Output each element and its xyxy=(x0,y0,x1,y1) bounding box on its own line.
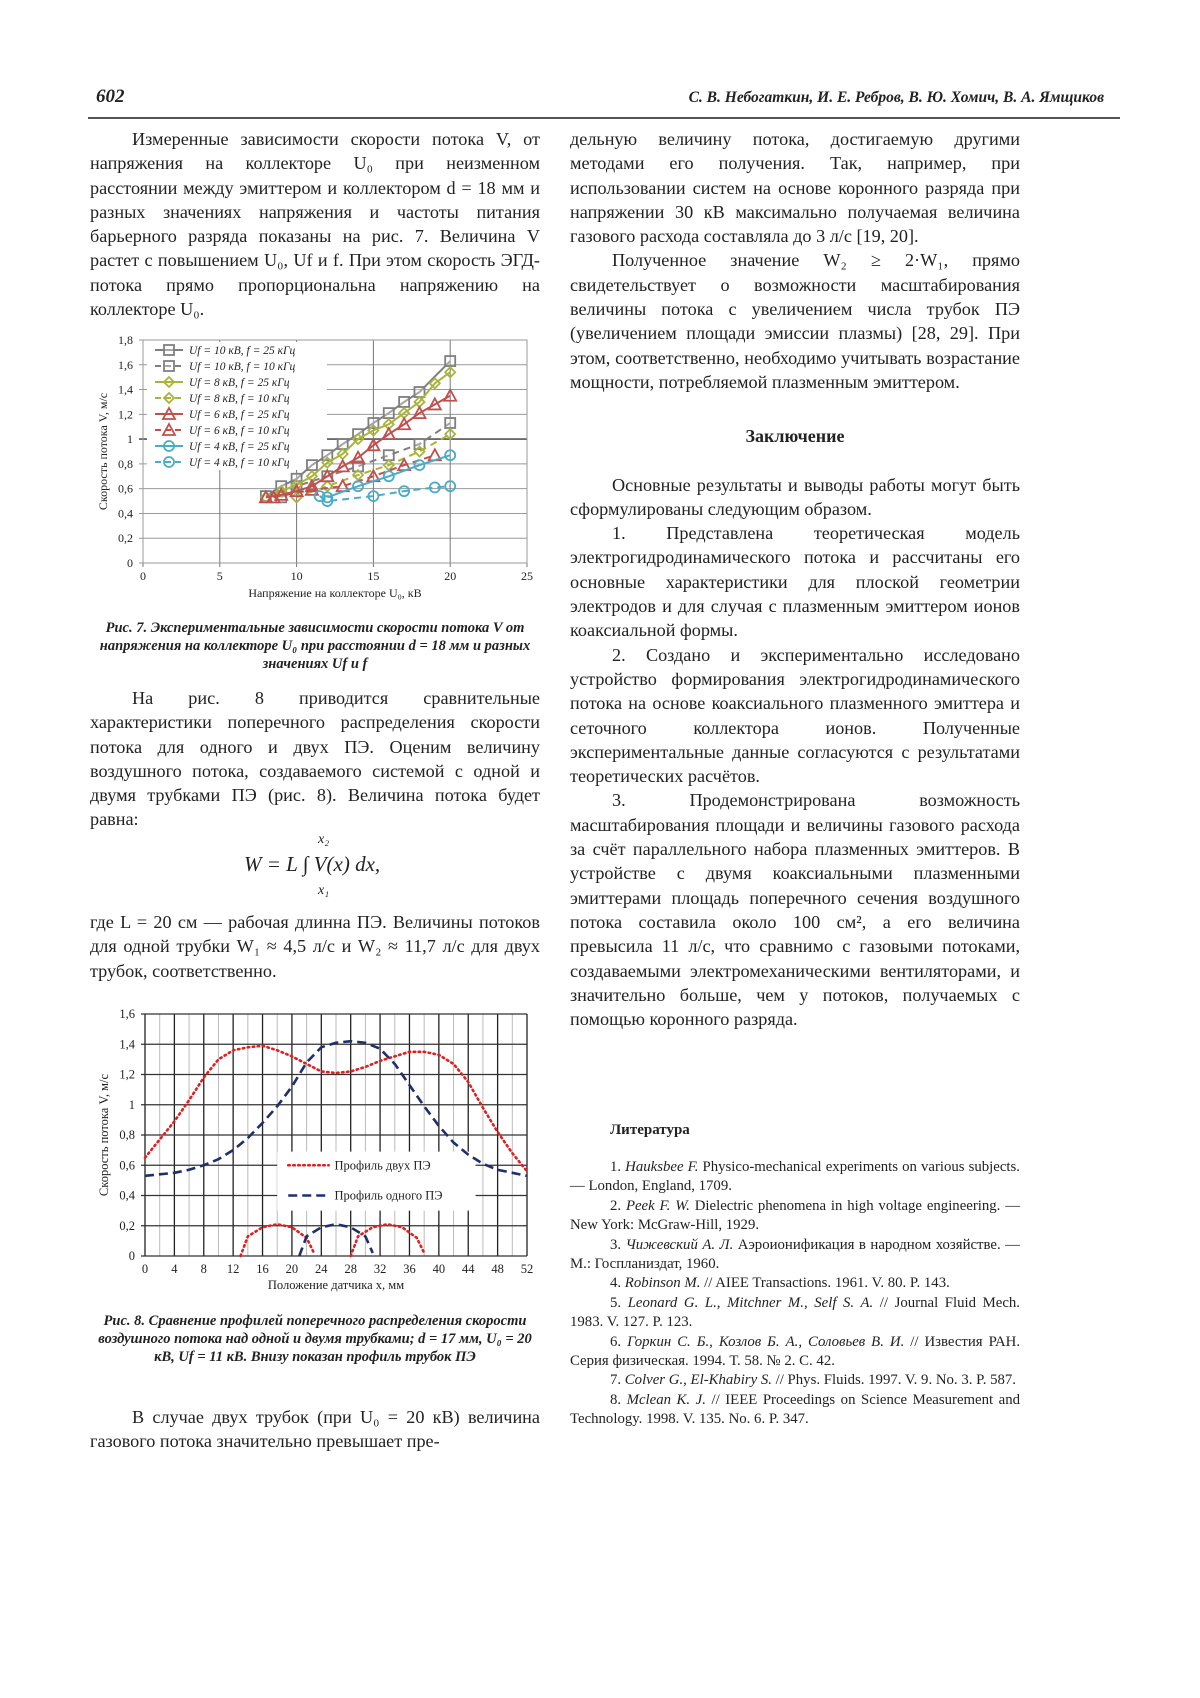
reference-authors: Hauksbee F. xyxy=(625,1159,699,1175)
y-tick-label: 1,6 xyxy=(118,357,133,372)
paragraph-text: Полученное значение W₂ ≥ 2·W₁, прямо свидетельствует о возможности масштабирования величины потока с увеличением числа трубок ПЭ (увеличением площади эмиссии плазмы) [28, 29]. При этом, соответственно, необходимо учитывать возрастание мощности, потребляемой плазменным эмиттером. xyxy=(570,250,1020,392)
conclusion-item-3: 3. Продемонстрирована возможность масштабирования площади и величины газового расхода за счёт параллельного набора плазменных эмиттеров. В устройстве с двумя коаксиальными плазменными эмиттерами площадь поперечного сечения воздушного потока составила около 100 см², а его величина превысила 11 л/с, что сравнимо с газовыми потоками, создаваемыми электромеханическими вентиляторами, и значительно больше, чем у потоков, получаемых с помощью коронного разряда. xyxy=(570,790,1020,1030)
references-heading: Литература xyxy=(610,1122,690,1138)
legend-marker xyxy=(164,361,174,371)
reference-text: // Phys. Fluids. 1997. V. 9. No. 3. P. 587. xyxy=(771,1372,1017,1389)
data-point xyxy=(399,397,409,407)
legend-label: Профиль двух ПЭ xyxy=(334,1158,431,1173)
conclusion-item-1: 1. Представлена теоретическая модель электрогидродинамического потока и рассчитаны его основные характеристики для плоской геометрии электродов и для случая с плазменным эмиттером ионов коаксиальной формы. xyxy=(570,523,1020,641)
x-tick-label: 32 xyxy=(373,1262,387,1276)
y-tick-label: 1,2 xyxy=(118,407,133,422)
x-tick-label: 16 xyxy=(256,1262,269,1276)
legend-label: Uf = 4 кВ, f = 10 кГц xyxy=(189,457,290,469)
paragraph-text: Измеренные зависимости скорости потока V, от напряжения на коллекторе U₀ при неизменном расстоянии между эмиттером и коллектором d = 18 мм и разных значениях напряжения и частоты питания барьерного разряда показаны на рис. 7. Величина V растет с повышением U₀, Uf и f. При этом скорость ЭГД-потока прямо пропорциональна напряжению на коллекторе U₀. xyxy=(90,129,540,320)
x-tick-label: 40 xyxy=(432,1262,446,1276)
reference-number: 4. xyxy=(610,1275,625,1292)
y-axis-label: Скорость потока V, м/с xyxy=(97,1073,111,1197)
legend-label: Uf = 4 кВ, f = 25 кГц xyxy=(189,441,290,453)
reference-text: Аэроионификация в народном хозяйстве. — М.: Госпланиздат, 1960. xyxy=(570,1236,1020,1273)
data-point xyxy=(445,418,455,428)
figure-7-caption: Рис. 7. Экспериментальные зависимости скорости потока V от напряжения на коллекторе U₀ при расстоянии d = 18 мм и разных значениях Uf и f xyxy=(99,620,531,672)
reference-text: // AIEE Transactions. 1961. V. 80. P. 143. xyxy=(700,1275,950,1292)
x-tick-label: 5 xyxy=(216,569,223,583)
y-tick-label: 0,4 xyxy=(119,1188,135,1203)
x-tick-label: 28 xyxy=(344,1262,357,1276)
x-tick-label: 20 xyxy=(285,1262,299,1276)
reference-item xyxy=(570,1294,1020,1333)
reference-number: 3. xyxy=(610,1236,626,1253)
header-rule xyxy=(88,117,1120,119)
x-tick-label: 25 xyxy=(521,569,533,583)
x-tick-label: 0 xyxy=(141,1262,149,1276)
reference-item xyxy=(570,1333,1020,1372)
data-point xyxy=(338,439,348,449)
figure-7-chart xyxy=(80,330,550,610)
reference-authors: Горкин С. Б., Козлов Б. А., Соловьев В. И. xyxy=(627,1333,905,1350)
reference-authors: Mclean K. J. xyxy=(626,1391,706,1408)
x-tick-label: 8 xyxy=(200,1262,207,1276)
reference-authors: Leonard G. L., Mitchner M., Self S. A. xyxy=(627,1294,874,1311)
reference-number: 8. xyxy=(610,1391,627,1408)
x-tick-label: 24 xyxy=(315,1262,328,1276)
figure-8-chart xyxy=(80,1000,550,1300)
y-tick-label: 1,8 xyxy=(118,333,133,347)
reference-authors: Robinson M. xyxy=(624,1275,701,1292)
x-tick-label: 48 xyxy=(491,1262,504,1276)
reference-item xyxy=(570,1197,1020,1236)
left-paragraph-3 xyxy=(90,910,540,983)
y-axis-label: Скорость потока V, м/с xyxy=(96,392,110,511)
y-tick-label: 1 xyxy=(128,1097,135,1112)
reference-text: // Известия РАН. Серия физическая. 1994. Т. 58. № 2. С. 42. xyxy=(570,1333,1021,1370)
y-tick-label: 0 xyxy=(127,556,133,570)
conclusion-heading: Заключение xyxy=(745,426,845,447)
legend-label: Uf = 6 кВ, f = 10 кГц xyxy=(189,425,290,437)
x-axis-label: Положение датчика x, мм xyxy=(267,1278,405,1292)
y-tick-label: 0,8 xyxy=(119,1128,135,1142)
reference-number: 1. xyxy=(610,1159,626,1175)
data-point xyxy=(384,450,394,460)
x-axis-label: Напряжение на коллекторе U₀, кВ xyxy=(248,586,422,600)
y-tick-label: 1,2 xyxy=(119,1067,135,1082)
flow-formula xyxy=(244,852,380,877)
reference-text: // Journal Fluid Mech. 1983. V. 127. P. 123. xyxy=(570,1294,1021,1331)
legend-label: Uf = 10 кВ, f = 25 кГц xyxy=(189,345,296,357)
reference-item xyxy=(570,1391,1020,1430)
x-tick-label: 36 xyxy=(403,1262,416,1276)
x-tick-label: 10 xyxy=(290,569,303,583)
reference-authors: Peek F. W. xyxy=(625,1197,690,1214)
legend-label: Uf = 6 кВ, f = 25 кГц xyxy=(189,409,290,421)
data-point xyxy=(384,408,394,418)
formula-lower-limit: x₁ xyxy=(318,883,330,898)
y-tick-label: 0,8 xyxy=(118,456,133,471)
paragraph-text: Основные результаты и выводы работы могут быть сформулированы следующим образом. xyxy=(570,474,1020,519)
reference-text: // IEEE Proceedings on Science Measurement and Technology. 1998. V. 135. No. 6. P. 347. xyxy=(570,1391,1021,1428)
left-paragraph-2 xyxy=(90,686,540,832)
left-paragraph-1 xyxy=(90,127,540,321)
legend-marker xyxy=(164,345,174,355)
legend-label: Uf = 8 кВ, f = 25 кГц xyxy=(189,377,290,389)
data-point xyxy=(322,481,332,491)
right-column-text xyxy=(570,127,1020,1031)
references-list xyxy=(570,1158,1020,1430)
y-tick-label: 1,4 xyxy=(119,1037,135,1052)
reference-text: Physico-mechanical experiments on various subjects. — London, England, 1709. xyxy=(570,1159,1020,1195)
reference-number: 7. xyxy=(610,1372,625,1389)
paragraph-text: В случае двух трубок (при U₀ = 20 кВ) величина газового потока значительно превышает пре- xyxy=(90,1407,540,1452)
legend-label: Uf = 10 кВ, f = 10 кГц xyxy=(189,361,296,373)
data-point xyxy=(445,356,455,366)
x-tick-label: 4 xyxy=(171,1262,178,1276)
data-point xyxy=(414,387,424,397)
figure-8-caption: Рис. 8. Сравнение профилей поперечного распределения скорости воздушного потока над одной и двумя трубками; d = 17 мм, U₀ = 20 кВ, Uf = 11 кВ. Внизу показан профиль трубок ПЭ xyxy=(98,1313,532,1365)
y-tick-label: 0,4 xyxy=(118,506,133,521)
y-tick-label: 1 xyxy=(127,432,133,447)
paragraph-text: дельную величину потока, достигаемую другими методами его получения. Так, например, при использовании систем на основе коронного разряда при напряжении 30 кВ максимально получаемая величина газового расхода составляла до 3 л/с [19, 20]. xyxy=(570,129,1020,247)
reference-authors: Чижевский А. Л. xyxy=(625,1236,734,1253)
x-tick-label: 52 xyxy=(520,1262,534,1276)
x-tick-label: 15 xyxy=(367,569,380,583)
paragraph-text: На рис. 8 приводится сравнительные характеристики поперечного распределения скорости потока для одного и двух ПЭ. Оценим величину воздушного потока, создаваемого системой с одной и двумя трубками ПЭ (рис. 8). Величина потока будет равна: xyxy=(90,688,540,830)
x-tick-label: 12 xyxy=(226,1262,240,1276)
data-point xyxy=(307,460,317,470)
reference-text: Dielectric phenomena in high voltage engineering. — New York: McGraw-Hill, 1929. xyxy=(570,1197,1021,1234)
page-number: 602 xyxy=(96,86,125,107)
legend-label: Uf = 8 кВ, f = 10 кГц xyxy=(189,393,290,405)
y-tick-label: 0,2 xyxy=(119,1218,135,1233)
y-tick-label: 0,2 xyxy=(118,531,133,546)
left-paragraph-4 xyxy=(90,1405,540,1454)
reference-authors: Colver G., El-Khabiry S. xyxy=(624,1372,772,1389)
paragraph-text: где L = 20 см — рабочая длинна ПЭ. Величины потоков для одной трубки W₁ ≈ 4,5 л/с и W₂ ≈ 11,7 л/с для двух трубок, соответственно. xyxy=(90,912,540,981)
x-tick-label: 20 xyxy=(444,569,457,583)
formula-upper-limit: x₂ xyxy=(318,832,330,847)
x-tick-label: 44 xyxy=(461,1262,475,1276)
reference-number: 5. xyxy=(610,1294,628,1311)
formula-body: W = L ∫ V(x) dx, xyxy=(244,852,381,876)
y-tick-label: 1,4 xyxy=(118,382,133,397)
x-tick-label: 0 xyxy=(140,569,146,583)
reference-item xyxy=(570,1274,1020,1293)
reference-item xyxy=(570,1371,1020,1390)
conclusion-item-2: 2. Создано и экспериментально исследовано устройство формирования электрогидродинамического потока на основе коаксиального плазменного эмиттера и сеточного коллектора ионов. Полученные экспериментальные данные согласуются с результатами теоретических расчётов. xyxy=(570,644,1020,787)
y-tick-label: 1,6 xyxy=(119,1007,135,1021)
reference-item xyxy=(570,1158,1020,1197)
legend-label: Профиль одного ПЭ xyxy=(334,1188,443,1203)
running-header-authors: С. В. Небогаткин, И. Е. Ребров, В. Ю. Хомич, В. А. Ямщиков xyxy=(688,89,1104,106)
y-tick-label: 0,6 xyxy=(119,1158,135,1173)
reference-number: 2. xyxy=(610,1197,626,1214)
reference-item xyxy=(570,1236,1020,1275)
y-tick-label: 0 xyxy=(128,1249,135,1263)
reference-number: 6. xyxy=(610,1333,628,1350)
y-tick-label: 0,6 xyxy=(118,481,133,496)
